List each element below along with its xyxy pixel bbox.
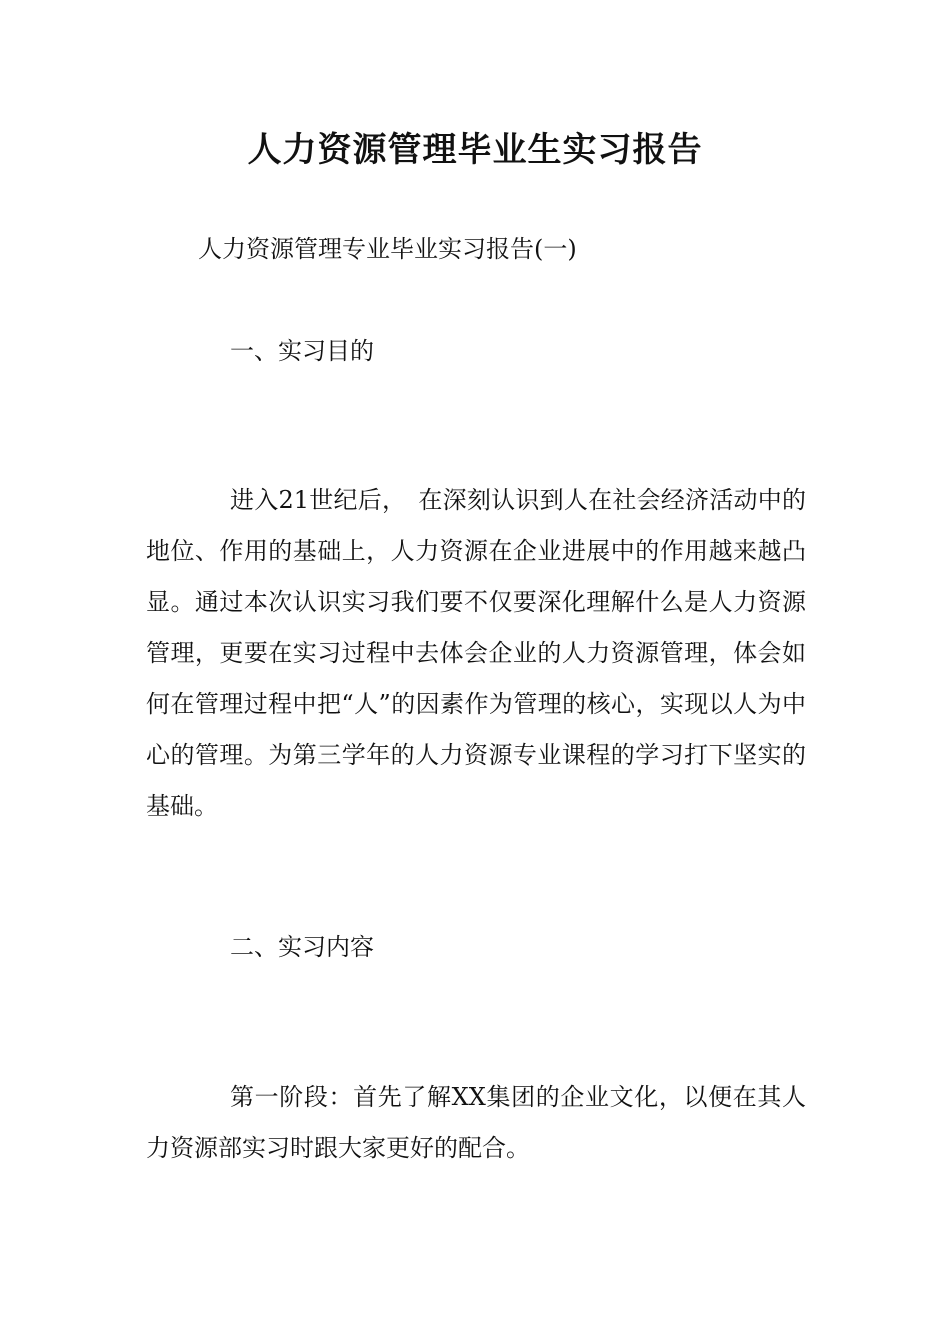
section-heading-content: 二、实习内容 (230, 933, 374, 961)
section-heading-purpose: 一、实习目的 (230, 337, 374, 365)
document-subtitle: 人力资源管理专业毕业实习报告(一) (198, 235, 577, 263)
paragraph-content: 第一阶段：首先了解XX集团的企业文化，以便在其人力资源部实习时跟大家更好的配合。 (146, 1083, 806, 1162)
paragraph-purpose: 进入21世纪后， 在深刻认识到人在社会经济活动中的地位、作用的基础上，人力资源在企业进展中的作用越来越凸显。通过本次认识实习我们要不仅要深化理解什么是人力资源管理，更要在实习过程中去体会企业的人力资源管理，体会如何在管理过程中把“人”的因素作为管理的核心，实现以人为中心的管理。为第三学年的人力资源专业课程的学习打下坚实的基础。 (146, 486, 806, 820)
document-title: 人力资源管理毕业生实习报告 (247, 130, 703, 170)
